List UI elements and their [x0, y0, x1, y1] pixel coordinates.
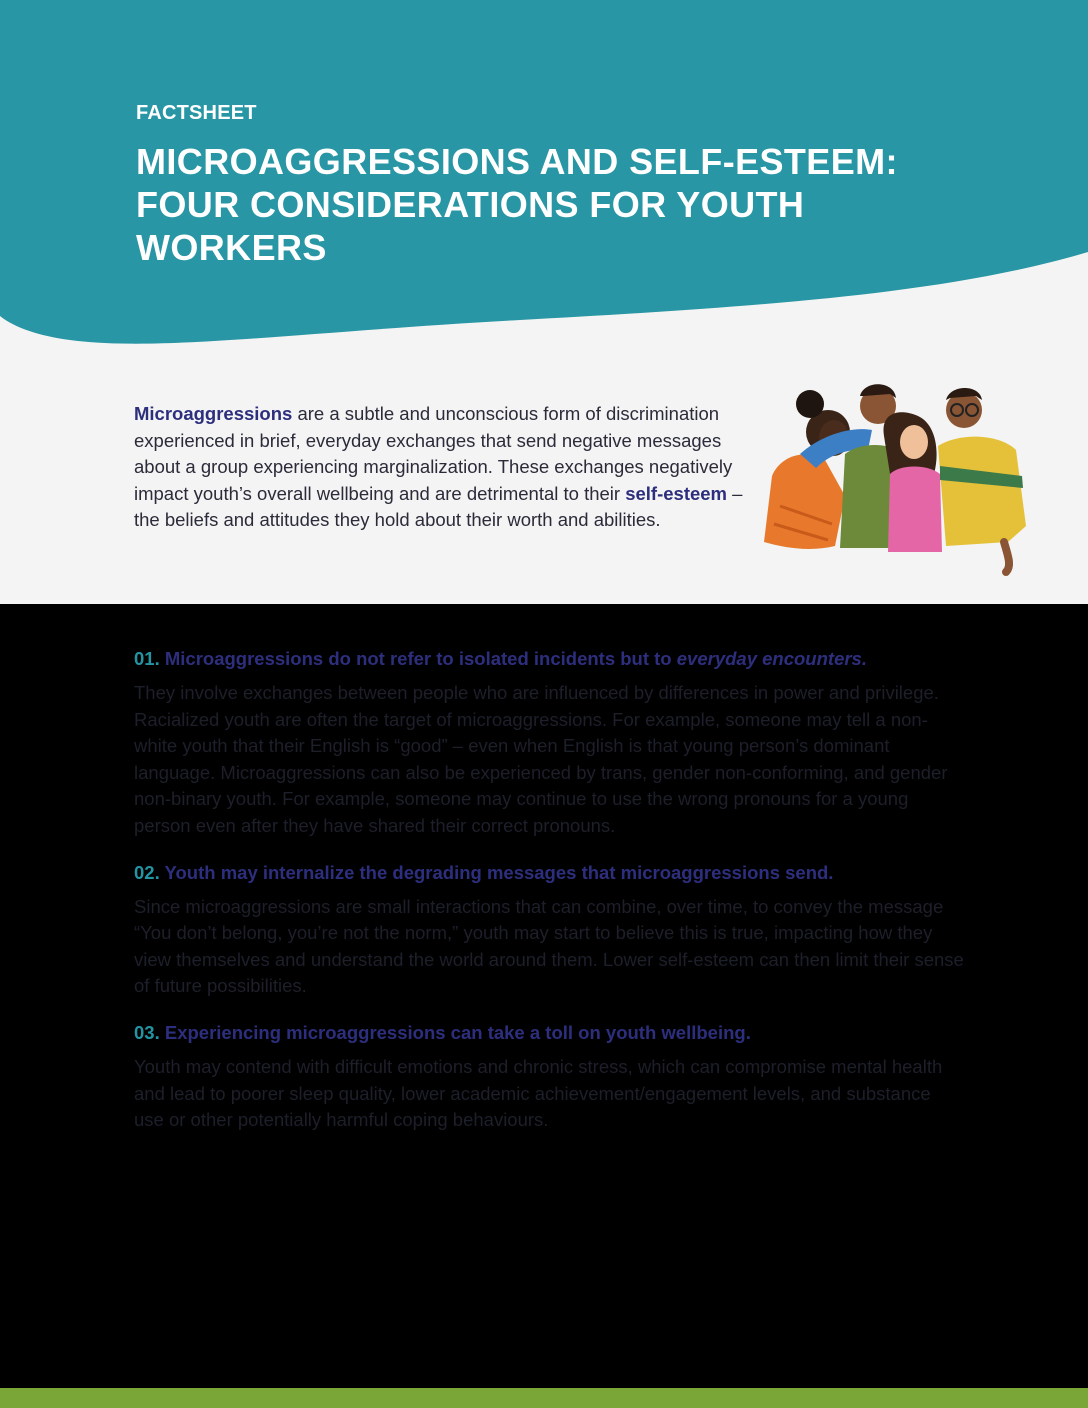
factsheet-label: FACTSHEET	[136, 102, 257, 124]
title-line-2: FOUR CONSIDERATIONS FOR YOUTH	[136, 184, 805, 225]
consideration-number: 01.	[134, 648, 160, 669]
consideration-number: 02.	[134, 861, 160, 883]
page-title	[136, 140, 996, 269]
consideration-item	[134, 1020, 964, 1134]
considerations-list	[134, 646, 964, 1154]
title-line-1: MICROAGGRESSIONS AND SELF-ESTEEM:	[136, 141, 898, 182]
consideration-heading-text: Youth may internalize the degrading messages that microaggressions send.	[164, 861, 834, 883]
group-of-youth-illustration	[750, 356, 1056, 586]
consideration-body: They involve exchanges between people who are influenced by differences in power and privilege. Racialized youth are often the target of microaggressions. For example, someone may tell a non-white youth that their English is “good” – even when English is that young person’s dominant language. Microaggressions can also be experienced by trans, gender non-conforming, and gender non-binary youth. For example, someone may continue to use the wrong pronouns for a young person even after they have shared their correct pronouns.	[134, 682, 948, 836]
intro-text-2: – the beliefs and attitudes they hold about their worth and abilities.	[134, 482, 743, 531]
footer-bar	[0, 1388, 1088, 1408]
intro-paragraph	[134, 401, 754, 534]
consideration-body: Since microaggressions are small interactions that can combine, over time, to convey the message “You don’t belong, you’re not the norm,” youth may start to believe this is true, impacting how they view themselves and understand the world around them. Lower self-esteem can then limit their sense of future possibilities.	[134, 895, 964, 997]
consideration-item	[134, 646, 964, 840]
consideration-heading-emphasis: everyday encounters.	[676, 648, 867, 669]
consideration-heading-text: Experiencing microaggressions can take a toll on youth wellbeing.	[164, 1021, 751, 1043]
consideration-heading	[134, 1020, 964, 1046]
consideration-item	[134, 860, 964, 1000]
intro-text-1: are a subtle and unconscious form of discrimination experienced in brief, everyday exchanges that send negative messages about a group experiencing marginalization. These exchanges negatively impact youth’s overall wellbeing and are detrimental to their	[134, 403, 733, 504]
consideration-number: 03.	[134, 1021, 160, 1043]
consideration-heading-text: Microaggressions do not refer to isolated incidents but to	[164, 648, 677, 669]
consideration-heading	[134, 860, 964, 886]
title-line-3: WORKERS	[136, 227, 327, 268]
term-self-esteem: self-esteem	[625, 482, 728, 504]
term-microaggressions: Microaggressions	[134, 403, 293, 424]
consideration-body: Youth may contend with difficult emotions and chronic stress, which can compromise mental health and lead to poorer sleep quality, lower academic achievement/engagement levels, and substance use or other potentially harmful coping behaviours.	[134, 1055, 943, 1131]
consideration-heading	[134, 646, 964, 672]
header-section	[0, 0, 1088, 604]
